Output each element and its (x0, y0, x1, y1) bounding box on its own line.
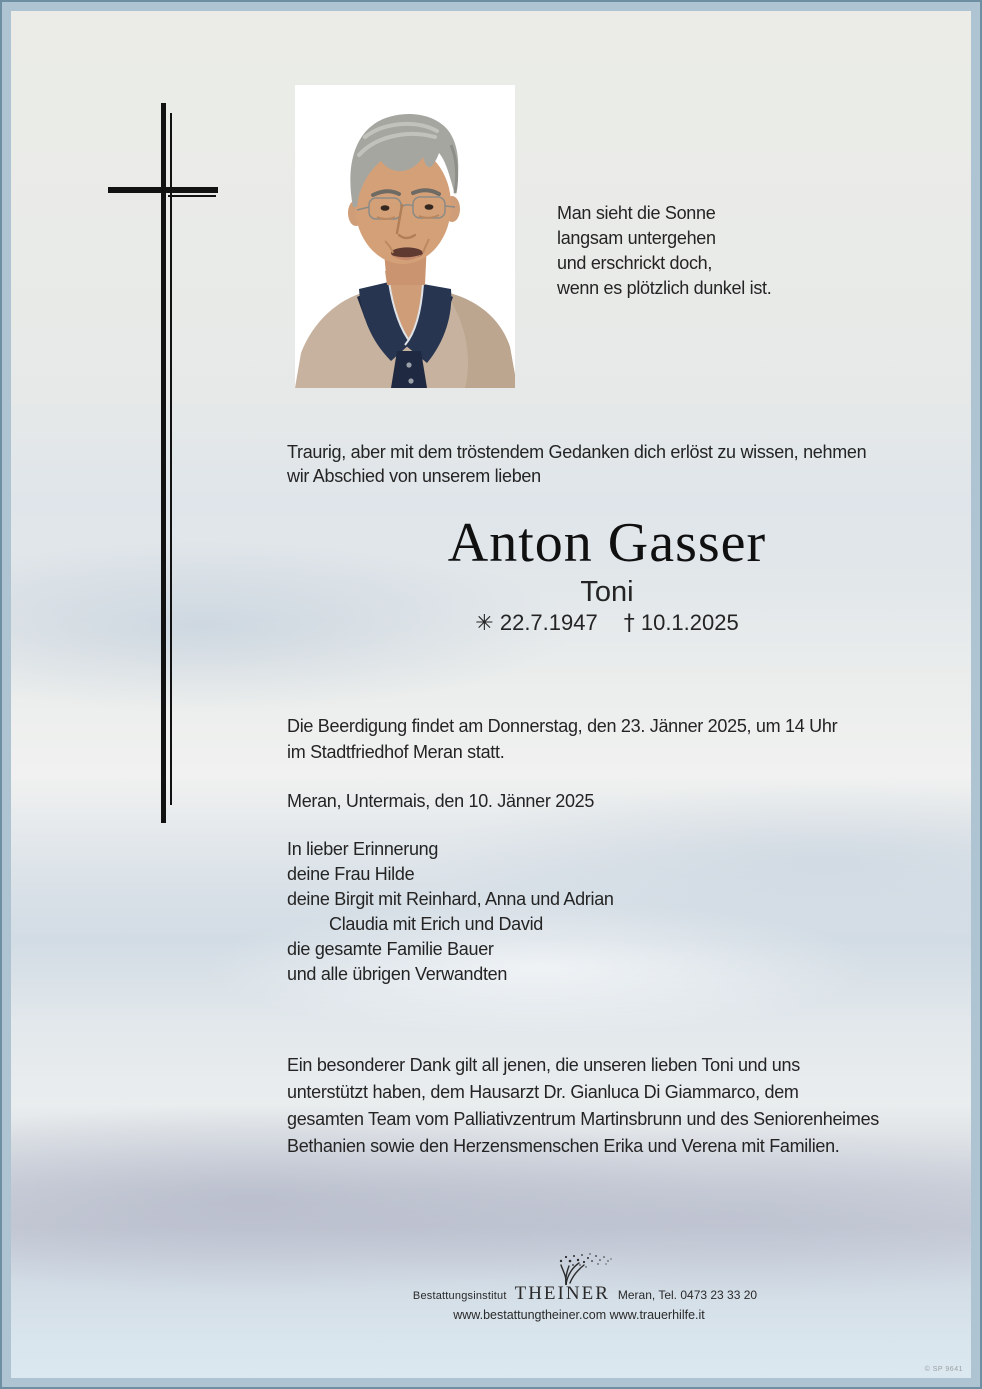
deceased-name: Anton Gasser (447, 512, 767, 574)
print-reference-mark: © SP 9641 (924, 1366, 963, 1373)
birth-date: 22.7.1947 (499, 610, 598, 635)
mourner-line: deine Birgit mit Reinhard, Anna und Adrian (287, 889, 614, 909)
death-date: 10.1.2025 (640, 610, 739, 635)
thanks-text (287, 1052, 879, 1160)
mourner-line: und alle übrigen Verwandten (287, 964, 508, 984)
funeral-info (287, 713, 837, 765)
birth-star-icon: ✳ (475, 611, 494, 636)
deceased-block (287, 511, 927, 638)
death-date-group (624, 610, 739, 635)
funeral-home-line (413, 1283, 757, 1305)
mourner-line: Claudia mit Erich und David (329, 914, 543, 934)
cross-vertical-thin (170, 113, 172, 805)
birth-date-group (475, 610, 597, 635)
card-content-area (11, 11, 971, 1378)
poem-line: und erschrickt doch, (557, 253, 713, 273)
death-dagger-icon: † (623, 611, 635, 636)
poem-line: wenn es plötzlich dunkel ist. (557, 278, 772, 298)
cross-horizontal-thick (108, 187, 218, 193)
intro-text (287, 440, 866, 488)
thanks-line: gesamten Team vom Palliativzentrum Martinsbrunn und des Seniorenheimes (287, 1109, 879, 1129)
funeral-home-type: Bestattungsinstitut (412, 1290, 507, 1302)
funeral-line: im Stadtfriedhof Meran statt. (287, 742, 505, 762)
life-dates (287, 609, 927, 638)
portrait-photo (295, 85, 515, 388)
mourner-line: deine Frau Hilde (287, 864, 415, 884)
thanks-line: Bethanien sowie den Herzensmenschen Erika und Verena mit Familien. (287, 1136, 840, 1156)
mourners-title: In lieber Erinnerung (287, 839, 439, 859)
cross-vertical-thick (161, 103, 166, 823)
poem (557, 201, 771, 301)
poem-line: langsam untergehen (557, 228, 716, 248)
poem-line: Man sieht die Sonne (557, 203, 716, 223)
mourner-line: die gesamte Familie Bauer (287, 939, 494, 959)
place-date: Meran, Untermais, den 10. Jänner 2025 (287, 791, 595, 811)
intro-line: wir Abschied von unserem lieben (287, 466, 541, 486)
cross-horizontal-thin (168, 195, 216, 197)
deceased-nickname: Toni (580, 576, 634, 608)
funeral-home-contact: Meran, Tel. 0473 23 33 20 (617, 1288, 758, 1302)
funeral-home-brand: THEINER (514, 1283, 610, 1304)
thanks-line: Ein besonderer Dank gilt all jenen, die unseren lieben Toni und uns (287, 1055, 800, 1075)
funeral-home-websites: www.bestattungtheiner.com www.trauerhilfe.it (453, 1308, 705, 1322)
thanks-line: unterstützt haben, dem Hausarzt Dr. Gianluca Di Giammarco, dem (287, 1082, 799, 1102)
funeral-line: Die Beerdigung findet am Donnerstag, den 23. Jänner 2025, um 14 Uhr (287, 716, 838, 736)
mourners-list (287, 837, 614, 987)
intro-line: Traurig, aber mit dem tröstendem Gedanken dich erlöst zu wissen, nehmen (287, 442, 867, 462)
